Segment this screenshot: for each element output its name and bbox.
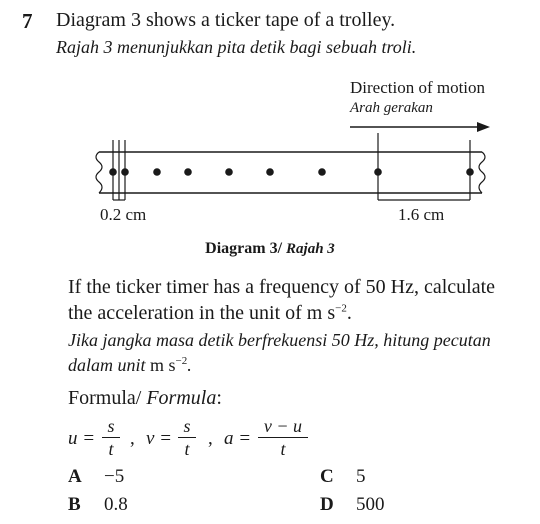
option-c-letter: C: [320, 466, 334, 487]
tape-markers: [113, 133, 470, 200]
prompt-english-text: the acceleration in the unit of m s: [68, 302, 336, 324]
prompt-malay-end: .: [187, 355, 192, 375]
diagram-caption: [0, 240, 540, 258]
formula-u-denominator: t: [108, 439, 114, 459]
formula-separator: ,: [130, 428, 135, 449]
option-a-letter: A: [68, 466, 82, 487]
dot: [225, 168, 233, 176]
dot: [318, 168, 326, 176]
option-d-letter: D: [320, 494, 334, 515]
dot: [374, 168, 382, 176]
prompt-malay-unit: m s: [150, 355, 176, 375]
prompt-malay-line1: Jika jangka masa detik berfrekuensi 50 Hz, hitung pecutan: [68, 330, 491, 350]
formula-label-english: Formula/: [68, 387, 142, 409]
formula-label: [68, 387, 222, 410]
question-number: 7: [22, 9, 33, 33]
formula-colon: :: [216, 387, 222, 409]
prompt-malay-text: dalam unit: [68, 355, 151, 375]
option-d[interactable]: [320, 494, 385, 516]
ticker-dots: [109, 168, 474, 176]
distance-label-first: 0.2 cm: [100, 205, 147, 224]
formula-separator: ,: [208, 428, 213, 449]
prompt-malay-line2: [68, 355, 192, 376]
option-c-value: 5: [356, 466, 366, 487]
dot: [109, 168, 117, 176]
prompt-english-end: .: [346, 302, 352, 324]
option-c[interactable]: [320, 466, 366, 488]
formula-a-denominator: t: [280, 439, 286, 459]
formula-v-fraction: [178, 415, 196, 460]
caption-english: Diagram 3/: [205, 240, 283, 257]
option-a[interactable]: [68, 466, 124, 488]
formula-u-fraction: [102, 415, 120, 460]
unit-exponent-malay: −2: [175, 355, 188, 367]
distance-label-last: 1.6 cm: [398, 205, 445, 224]
option-b-value: 0.8: [104, 494, 128, 515]
dot: [266, 168, 274, 176]
formula-label-malay: Formula: [146, 387, 217, 409]
formula-v-lhs: v =: [146, 428, 173, 449]
prompt-english-line1: If the ticker timer has a frequency of 50 Hz, calculate: [68, 276, 496, 298]
ticker-tape-diagram: [0, 0, 540, 240]
formula-row: [68, 415, 368, 465]
direction-arrow-icon: [350, 122, 490, 132]
dot: [466, 168, 474, 176]
formula-u-numerator: s: [102, 415, 120, 438]
formula-u-lhs: u =: [68, 428, 96, 449]
formula-v-numerator: s: [178, 415, 196, 438]
direction-label-malay: Arah gerakan: [350, 100, 433, 116]
dot: [184, 168, 192, 176]
question-text-english: Diagram 3 shows a ticker tape of a trolley.: [56, 9, 396, 31]
option-b[interactable]: [68, 494, 128, 516]
dot: [121, 168, 129, 176]
formula-a-fraction: [258, 415, 308, 460]
formula-v-denominator: t: [184, 439, 190, 459]
dot: [153, 168, 161, 176]
direction-label-english: Direction of motion: [350, 78, 486, 97]
caption-malay: Rajah 3: [286, 241, 335, 257]
option-a-value: −5: [104, 466, 125, 487]
formula-a-numerator: v − u: [258, 415, 308, 438]
formula-a-lhs: a =: [224, 428, 252, 449]
prompt-english-line2: [68, 302, 352, 325]
unit-exponent: −2: [335, 302, 347, 315]
option-d-value: 500: [356, 494, 385, 515]
question-text-malay: Rajah 3 menunjukkan pita detik bagi sebuah troli.: [56, 37, 417, 57]
option-b-letter: B: [68, 494, 81, 515]
